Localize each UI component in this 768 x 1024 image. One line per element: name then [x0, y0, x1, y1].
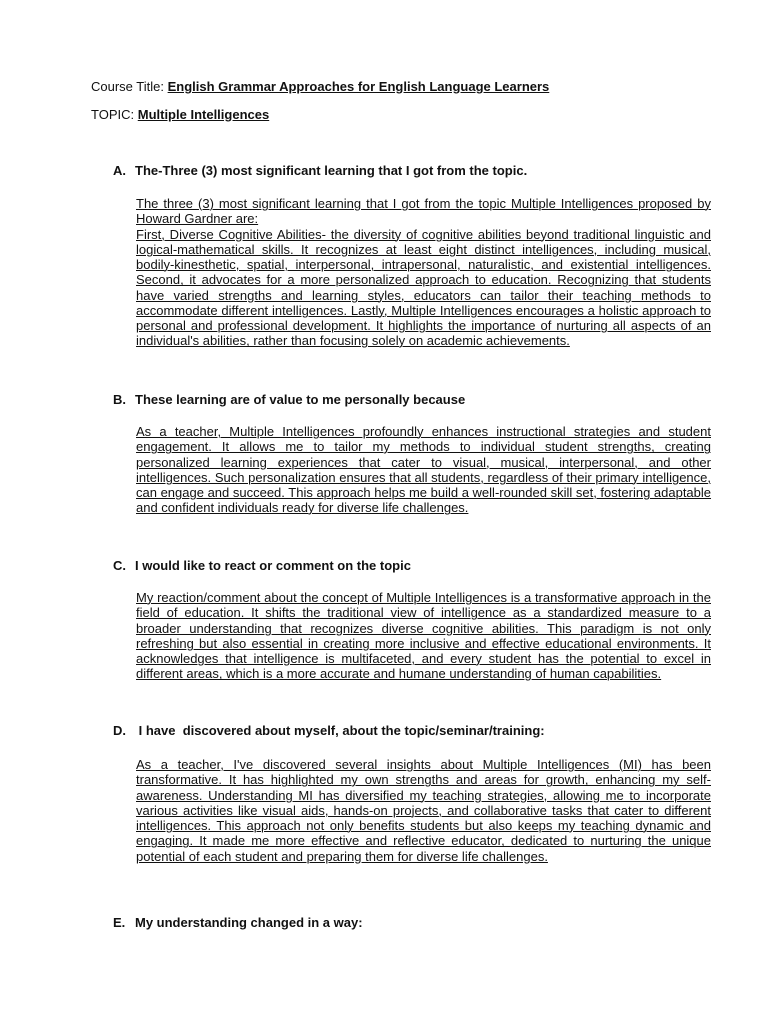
section-a-body [136, 196, 711, 349]
course-title-label: Course Title: [91, 79, 164, 94]
course-title: English Grammar Approaches for English Language Learners [167, 79, 550, 94]
section-d-text: As a teacher, I've discovered several insights about Multiple Intelligences (MI) has been transformative. It has highlighted my own strengths and areas for growth, enhancing my self-awareness. Understanding MI has diversified my teaching strategies, allowing me to incorporate various activities like visual aids, hands-on projects, and collaborative tasks that cater to different intelligences. This approach not only benefits students but also keeps my teaching dynamic and engaging. It made me more effective and reflective educator, dedicated to nurturing the unique potential of each student and preparing them for diverse life challenges. [136, 757, 711, 864]
section-e-letter: E. [113, 915, 126, 930]
topic-title: Multiple Intelligences [137, 107, 270, 122]
section-b-letter: B. [113, 392, 126, 407]
section-a-heading [113, 163, 713, 179]
section-b-body [136, 424, 711, 516]
section-e [113, 915, 713, 931]
section-d-body [136, 757, 711, 864]
section-a-intro: The three (3) most significant learning that I got from the topic Multiple Intelligences proposed by Howard Gardner are: [136, 196, 711, 227]
section-c [113, 558, 713, 682]
section-c-text: My reaction/comment about the concept of Multiple Intelligences is a transformative approach in the field of education. It shifts the traditional view of intelligence as a standardized measure to a broader understanding that recognizes diverse cognitive abilities. This paradigm is not only refreshing but also essential in creating more inclusive and effective educational environments. It acknowledges that intelligence is multifaceted, and every student has the potential to excel in different areas, which is a more accurate and humane understanding of human capabilities. [136, 590, 711, 682]
topic-label: TOPIC: [91, 107, 135, 122]
section-a-heading-text: The-Three (3) most significant learning that I got from the topic. [135, 163, 528, 178]
course-title-line [91, 79, 549, 95]
section-d-heading [113, 723, 713, 739]
section-a-text: First, Diverse Cognitive Abilities- the diversity of cognitive abilities beyond traditional linguistic and logical-mathematical skills. It recognizes at least eight distinct intelligences, including musical, bodily-kinesthetic, spatial, interpersonal, intrapersonal, naturalistic, and existential intelligences. Second, it advocates for a more personalized approach to education. Recognizing that students have varied strengths and learning styles, educators can tailor their teaching methods to accommodate different intelligences. Lastly, Multiple Intelligences encourages a holistic approach to personal and professional development. It highlights the importance of nurturing all aspects of an individual's abilities, rather than focusing solely on academic achievements. [136, 226, 711, 349]
section-d-heading-text: I have discovered about myself, about the topic/seminar/training: [135, 723, 545, 738]
topic-line [91, 107, 269, 123]
section-d [113, 723, 713, 864]
section-b-heading [113, 392, 713, 408]
section-b-text: As a teacher, Multiple Intelligences profoundly enhances instructional strategies and student engagement. It allows me to tailor my methods to individual student strengths, creating personalized learning experiences that cater to visual, musical, interpersonal, and other intelligences. Such personalization ensures that all students, regardless of their primary intelligence, can engage and succeed. This approach helps me build a well-rounded skill set, fostering adaptable and confident individuals ready for diverse life challenges. [136, 424, 712, 516]
section-b [113, 392, 713, 516]
section-d-letter: D. [113, 723, 126, 738]
section-e-heading [113, 915, 713, 931]
section-e-heading-text: My understanding changed in a way: [135, 915, 363, 930]
section-c-body [136, 590, 711, 682]
section-a-letter: A. [113, 163, 126, 178]
section-b-heading-text: These learning are of value to me personally because [135, 392, 466, 407]
section-c-heading [113, 558, 713, 574]
section-c-heading-text: I would like to react or comment on the topic [135, 558, 411, 573]
section-a [113, 163, 713, 349]
section-c-letter: C. [113, 558, 126, 573]
